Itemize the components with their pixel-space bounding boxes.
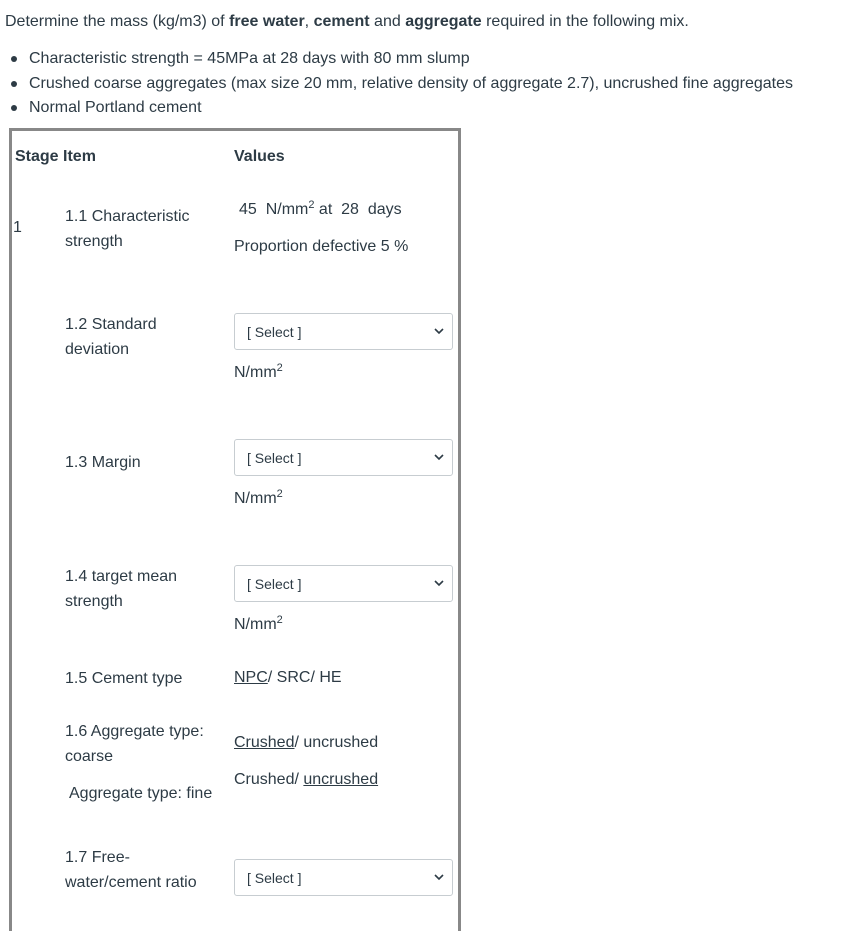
select-placeholder: [ Select ]	[247, 869, 302, 886]
chevron-down-icon	[434, 578, 444, 588]
row-label-aggregate-type-coarse: 1.6 Aggregate type: coarse	[65, 723, 204, 765]
spec-item: Characteristic strength = 45MPa at 28 days with 80 mm slump	[0, 48, 793, 73]
question-sep: ,	[304, 13, 314, 30]
standard-deviation-unit: $N/mm^2$	[234, 362, 283, 381]
chevron-down-icon	[434, 872, 444, 882]
proportion-defective: Proportion defective 5 %	[234, 238, 409, 255]
aggregate-coarse-selected: Crushed	[234, 734, 295, 751]
aggregate-fine-selected: uncrushed	[303, 771, 379, 788]
question-bold-aggregate: aggregate	[405, 13, 482, 30]
question-bold-free-water: free water	[229, 13, 305, 30]
row-label-characteristic-strength: 1.1 Characteristic strength	[65, 208, 190, 250]
question-prefix: Determine the mass (kg/m3) of	[5, 13, 230, 30]
row-label-target-mean-strength: 1.4 target mean strength	[65, 568, 178, 610]
target-mean-strength-select[interactable]	[234, 565, 453, 602]
chevron-down-icon	[434, 326, 444, 336]
header-values: Values	[234, 148, 285, 165]
question-suffix: required in the following mix.	[481, 13, 689, 30]
spec-item: Crushed coarse aggregates (max size 20 mm, relative density of aggregate 2.7), uncrushed fine aggregates	[0, 73, 793, 98]
free-water-cement-ratio-select[interactable]	[234, 859, 453, 896]
question-bold-cement: cement	[313, 13, 370, 30]
chevron-down-icon	[434, 452, 444, 462]
select-placeholder: [ Select ]	[247, 575, 302, 592]
row-label-aggregate-type-fine: Aggregate type: fine	[69, 785, 213, 802]
header-stage-item: Stage Item	[15, 148, 96, 165]
question-sep: and	[369, 13, 406, 30]
margin-unit: $N/mm^2$	[234, 488, 283, 507]
select-placeholder: [ Select ]	[247, 449, 302, 466]
row-label-margin: 1.3 Margin	[65, 454, 141, 471]
target-mean-strength-unit: $N/mm^2$	[234, 614, 283, 633]
aggregate-coarse-value: Crushed/ uncrushed	[234, 734, 379, 751]
spec-item: Normal Portland cement	[0, 97, 793, 122]
row-label-free-water-cement-ratio: 1.7 Free- water/cement ratio	[65, 849, 197, 891]
question-text	[5, 12, 689, 32]
standard-deviation-select[interactable]	[234, 313, 453, 350]
select-placeholder: [ Select ]	[247, 323, 302, 340]
row-label-cement-type: 1.5 Cement type	[65, 670, 183, 687]
characteristic-strength-value: 45 $N/mm^2$ at 28 days	[239, 199, 402, 218]
row-label-standard-deviation: 1.2 Standard deviation	[65, 316, 157, 358]
spec-list	[0, 48, 793, 122]
stage-number: 1	[13, 219, 22, 236]
cement-type-value: NPC/ SRC/ HE	[234, 669, 342, 686]
margin-select[interactable]	[234, 439, 453, 476]
aggregate-fine-value: Crushed/ uncrushed	[234, 771, 379, 788]
cement-type-selected: NPC	[234, 669, 268, 686]
